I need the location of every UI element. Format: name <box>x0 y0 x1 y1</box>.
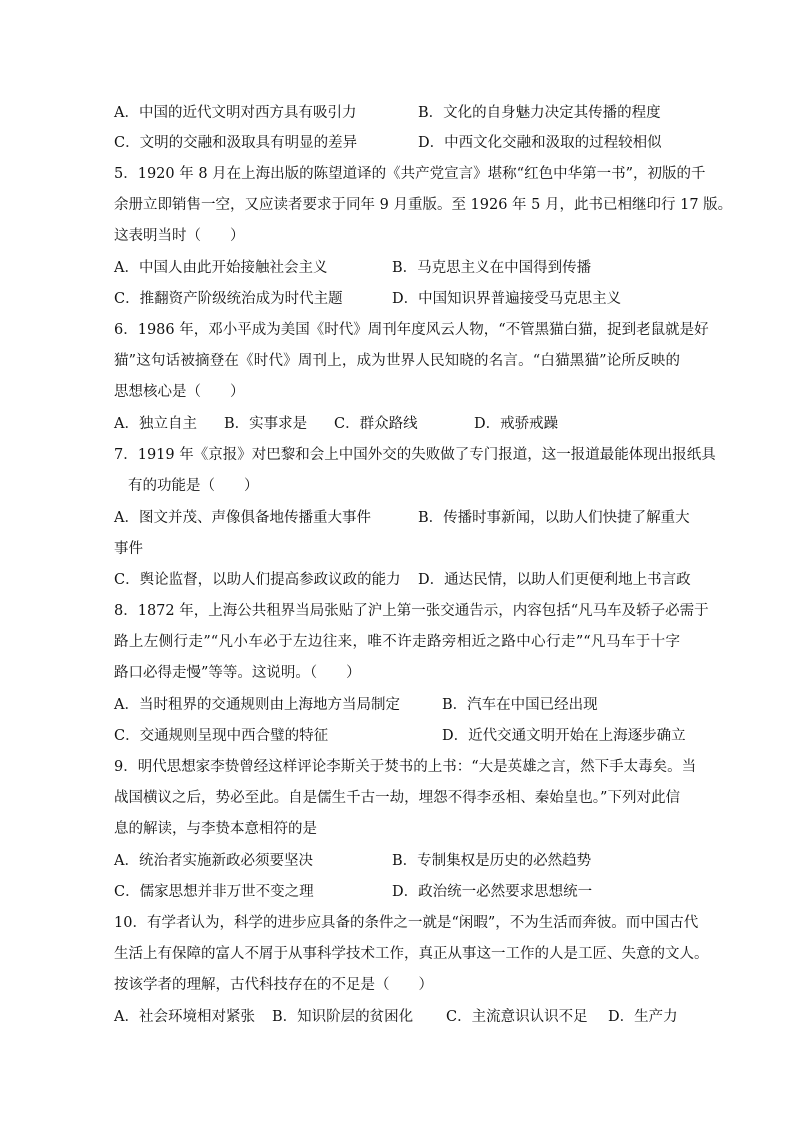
q6-stem-line-1: 6．1986 年，邓小平成为美国《时代》周刊年度风云人物，“不管黑猫白猫，捉到老鼠就是好 <box>114 322 709 338</box>
q5-stem-line-1: 5．1920 年 8 月在上海出版的陈望道译的《共产党宣言》堪称“红色中华第一书”，初版的千 <box>114 166 706 182</box>
q7-stem-line-2: 有的功能是（ ） <box>128 478 259 494</box>
q6-stem-line-2: 猫”这句话被摘登在《时代》周刊上，成为世界人民知晓的名言。“白猫黑猫”论所反映的 <box>114 353 680 369</box>
q8-option-b: B．汽车在中国已经出现 <box>442 697 598 713</box>
q6-option-a: A．独立自主 <box>114 416 197 432</box>
q8-option-d: D．近代交通文明开始在上海逐步确立 <box>442 728 686 744</box>
q10-stem-line-2: 生活上有保障的富人不屑于从事科学技术工作，真正从事这一工作的人是工匠、失意的文人。 <box>114 946 709 962</box>
q10-option-a: A．社会环境相对紧张 <box>114 1009 255 1025</box>
q6-option-c: C．群众路线 <box>334 416 418 432</box>
q7-option-b-cont: 事件 <box>114 541 143 557</box>
q8-stem-line-3: 路口必得走慢”等等。这说明。（ ） <box>114 665 361 681</box>
q9-option-c: C．儒家思想并非万世不变之理 <box>114 884 314 900</box>
q5-stem-line-3: 这表明当时（ ） <box>114 228 245 244</box>
q8-stem-line-2: 路上左侧行走”“凡小车必于左边往来，唯不许走路旁相近之路中心行走”“凡马车于十字 <box>114 634 680 650</box>
q9-stem-line-3: 息的解读，与李贽本意相符的是 <box>114 821 317 837</box>
q7-option-a: A．图文并茂、声像俱备地传播重大事件 <box>114 510 371 526</box>
q4-option-d: D．中西文化交融和汲取的过程较相似 <box>418 135 662 151</box>
q8-option-c: C．交通规则呈现中西合璧的特征 <box>114 728 329 744</box>
q7-option-b: B．传播时事新闻，以助人们快捷了解重大 <box>418 510 690 526</box>
q9-stem-line-1: 9．明代思想家李贽曾经这样评论李斯关于焚书的上书：“大是英雄之言，然下手太毒矣。当 <box>114 759 697 775</box>
q7-option-d: D．通达民情，以助人们更便利地上书言政 <box>418 572 691 588</box>
q4-option-a: A．中国的近代文明对西方具有吸引力 <box>114 105 357 121</box>
q10-option-b: B．知识阶层的贫困化 <box>272 1009 414 1025</box>
q6-option-d: D．戒骄戒躁 <box>474 416 559 432</box>
q7-option-c: C．舆论监督，以助人们提高参政议政的能力 <box>114 572 401 588</box>
q8-stem-line-1: 8．1872 年，上海公共租界当局张贴了沪上第一张交通告示，内容包括“凡马车及轿子必需于 <box>114 603 709 619</box>
q9-option-b: B．专制集权是历史的必然趋势 <box>392 853 592 869</box>
q5-option-a: A．中国人由此开始接触社会主义 <box>114 260 328 276</box>
q5-stem-line-2: 余册立即销售一空，又应读者要求于同年 9 月重版。至 1926 年 5 月，此书已相继印行 17 版。 <box>114 197 733 213</box>
q4-option-b: B．文化的自身魅力决定其传播的程度 <box>418 105 661 121</box>
q7-stem-line-1: 7．1919 年《京报》对巴黎和会上中国外交的失败做了专门报道，这一报道最能体现出报纸具 <box>114 447 716 463</box>
q10-option-d: D．生产力 <box>608 1009 678 1025</box>
q6-stem-line-3: 思想核心是（ ） <box>114 384 245 400</box>
q5-option-b: B．马克思主义在中国得到传播 <box>392 260 592 276</box>
q9-option-d: D．政治统一必然要求思想统一 <box>392 884 593 900</box>
q10-stem-line-3: 按该学者的理解，古代科技存在的不足是（ ） <box>114 977 433 993</box>
q10-stem-line-1: 10．有学者认为，科学的进步应具备的条件之一就是“闲暇”，不为生活而奔彼。而中国古代 <box>114 915 699 931</box>
q4-option-c: C．文明的交融和汲取具有明显的差异 <box>114 135 358 151</box>
q6-option-b: B．实事求是 <box>224 416 308 432</box>
q5-option-c: C．推翻资产阶级统治成为时代主题 <box>114 291 343 307</box>
q8-option-a: A．当时租界的交通规则由上海地方当局制定 <box>114 697 400 713</box>
q10-option-c: C．主流意识认识不足 <box>446 1009 588 1025</box>
q9-option-a: A．统治者实施新政必须要坚决 <box>114 853 313 869</box>
q5-option-d: D．中国知识界普遍接受马克思主义 <box>392 291 622 307</box>
q9-stem-line-2: 战国横议之后，势必至此。自是儒生千古一劫，埋怨不得李丞相、秦始皇也。”下列对此信 <box>114 790 680 806</box>
